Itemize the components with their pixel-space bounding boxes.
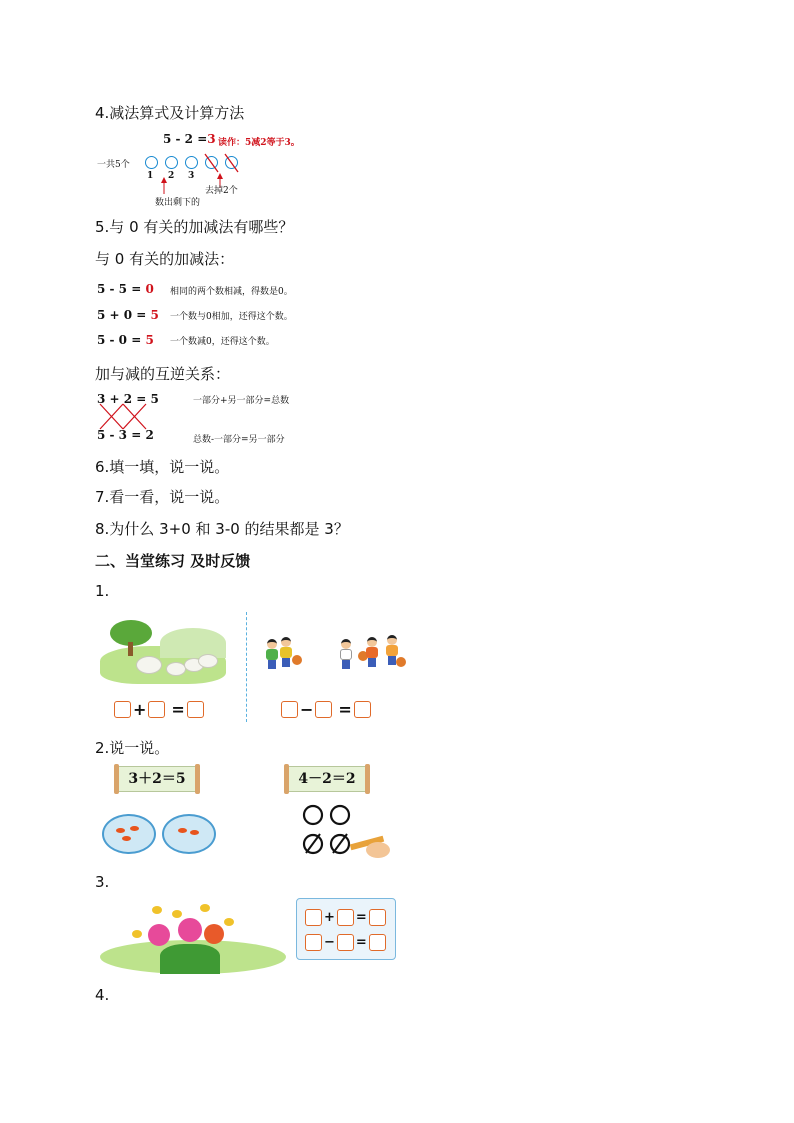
flower-icon [148, 924, 170, 946]
zero-rule-2-note: 一个数与0相加，还得这个数。 [170, 312, 293, 322]
answer-box[interactable] [369, 909, 386, 926]
equals-sign: = [355, 935, 367, 950]
bee-icon [132, 930, 142, 938]
zero-rule-3 [97, 333, 154, 347]
rule-result: 0 [145, 282, 154, 296]
section-5-title: 5.与 0 有关的加减法有哪些？ [95, 218, 294, 236]
equation-scroll-left: 3＋2＝5 [118, 766, 196, 792]
count-3: 3 [188, 171, 195, 181]
rule-lhs: 5 + 0 = [97, 308, 147, 322]
inverse-link-lines [97, 402, 157, 432]
question-8: 8.为什么 3+0 和 3-0 的结果都是 3？ [95, 520, 349, 538]
hill-shape [160, 628, 226, 658]
child-icon [340, 639, 352, 669]
fish-icon [116, 828, 125, 833]
minus-sign: − [300, 700, 314, 719]
blank-equations-card [296, 898, 396, 960]
answer-box[interactable] [315, 701, 332, 718]
crossed-out-circles-illustration [300, 800, 395, 866]
bee-icon [200, 904, 210, 912]
child-icon [366, 637, 378, 667]
section-4-title: 4.减法算式及计算方法 [95, 104, 245, 122]
rule-result: 5 [145, 333, 154, 347]
answer-box[interactable] [337, 934, 354, 951]
leaves-icon [160, 944, 220, 974]
plus-sign: + [324, 910, 335, 925]
children-with-balls-illustration [262, 633, 408, 685]
count-2: 2 [168, 171, 175, 181]
rule-lhs: 5 - 5 = [97, 282, 142, 296]
bee-icon [224, 918, 234, 926]
zero-rule-1 [97, 282, 154, 296]
inverse-add: 3 + 2 = 5 [97, 392, 159, 406]
q1-subtraction-blanks [281, 699, 371, 719]
sheep-meadow-illustration [100, 618, 226, 684]
remove-label: 去掉2个 [205, 186, 238, 196]
inverse-sub-note: 总数-一部分=另一部分 [193, 435, 285, 445]
practice-q4-label: 4. [95, 986, 110, 1004]
answer-box[interactable] [281, 701, 298, 718]
ball-icon [396, 657, 406, 667]
tree-trunk [128, 642, 133, 656]
answer-box[interactable] [114, 701, 131, 718]
equation-left: 5 - 2 = [163, 132, 208, 146]
flowers-bees-illustration [100, 900, 286, 976]
rule-result: 5 [150, 308, 159, 322]
zero-rule-2 [97, 308, 159, 322]
inverse-add-note: 一部分+另一部分=总数 [193, 396, 290, 406]
equals-sign: = [338, 700, 352, 719]
answer-box[interactable] [354, 701, 371, 718]
circle-icon [165, 156, 178, 169]
ball-icon [292, 655, 302, 665]
practice-q2-label: 2.说一说。 [95, 739, 170, 757]
sheep-icon [136, 656, 162, 674]
sheep-icon [166, 662, 186, 676]
equals-sign: = [355, 910, 367, 925]
answer-box[interactable] [148, 701, 165, 718]
equals-sign: = [171, 700, 185, 719]
equation-scroll-right: 4－2＝2 [288, 766, 366, 792]
equation-result: 3 [207, 132, 216, 146]
q1-addition-blanks [114, 699, 204, 719]
sheep-icon [198, 654, 218, 668]
answer-box[interactable] [305, 909, 322, 926]
answer-box[interactable] [305, 934, 322, 951]
practice-heading: 二、当堂练习 及时反馈 [95, 552, 251, 570]
fishbowl-icon [102, 814, 156, 854]
section-5-subtitle: 与 0 有关的加减法： [95, 250, 235, 268]
child-icon [280, 637, 292, 667]
plus-sign: + [133, 700, 147, 719]
answer-box[interactable] [337, 909, 354, 926]
answer-box[interactable] [187, 701, 204, 718]
read-as-text: 读作：5减2等于3。 [218, 138, 300, 148]
count-rest-label: 数出剩下的 [155, 198, 201, 208]
inverse-title: 加与减的互逆关系： [95, 365, 231, 383]
circle-icon [185, 156, 198, 169]
circle-icon [145, 156, 158, 169]
divider [246, 612, 247, 722]
zero-rule-1-note: 相同的两个数相减，得数是0。 [170, 287, 293, 297]
child-icon [266, 639, 278, 669]
total-label: 一共5个 [97, 160, 130, 170]
practice-q1-label: 1. [95, 582, 110, 600]
subtraction-equation [163, 132, 216, 146]
q3-addition-blanks [305, 907, 386, 926]
answer-box[interactable] [369, 934, 386, 951]
inverse-sub: 5 - 3 = 2 [97, 428, 154, 442]
flower-icon [204, 924, 224, 944]
minus-sign: − [324, 935, 335, 950]
rule-lhs: 5 - 0 = [97, 333, 142, 347]
question-7: 7.看一看，说一说。 [95, 488, 230, 506]
fish-icon [178, 828, 187, 833]
fishbowl-icon [162, 814, 216, 854]
zero-rule-3-note: 一个数减0，还得这个数。 [170, 337, 275, 347]
bee-icon [152, 906, 162, 914]
fish-icon [190, 830, 199, 835]
q3-subtraction-blanks [305, 932, 386, 951]
flower-icon [178, 918, 202, 942]
count-1: 1 [147, 171, 154, 181]
practice-q3-label: 3. [95, 873, 110, 891]
fish-icon [122, 836, 131, 841]
bee-icon [172, 910, 182, 918]
fish-icon [130, 826, 139, 831]
question-6: 6.填一填，说一说。 [95, 458, 230, 476]
